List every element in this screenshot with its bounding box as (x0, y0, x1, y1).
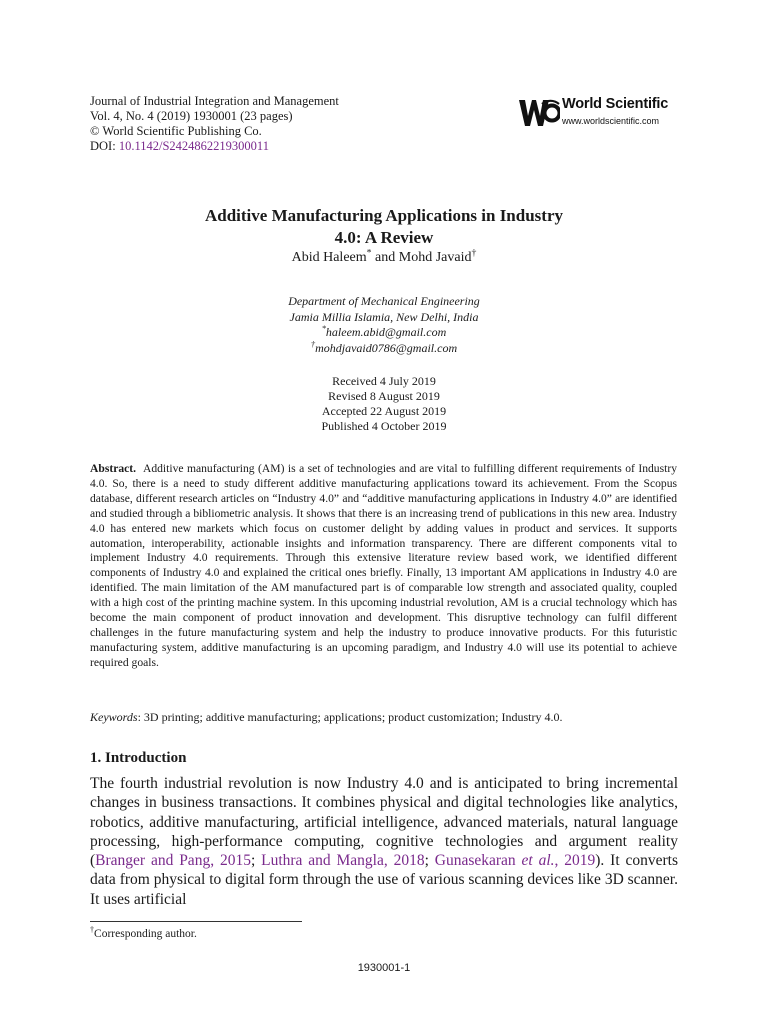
journal-name: Journal of Industrial Integration and Management (90, 94, 339, 108)
keywords-label: Keywords (90, 710, 138, 724)
footnote-divider (90, 921, 302, 922)
keywords-text: : 3D printing; additive manufacturing; applications; product customization; Industry 4.0. (137, 710, 563, 724)
citation-link[interactable]: Luthra and Mangla, 2018 (261, 852, 425, 870)
keywords (90, 710, 677, 725)
date-published: Published 4 October 2019 (321, 419, 447, 433)
publisher-url[interactable]: www.worldscientific.com (562, 116, 660, 126)
affiliation (100, 294, 668, 356)
author-email: *haleem.abid@gmail.com (321, 324, 447, 339)
publisher-name: World Scientific (562, 96, 669, 112)
introduction-paragraph: The fourth industrial revolution is now Industry 4.0 and is anticipated to bring incremental changes in business transactions. It combines physical and digital technologies like analytics, robotics, additive manufacturing, artificial intelligence, advanced materials, natural language processing, high-performance computing, cognitive technologies and argument reality (Branger and Pang, 2015; Luthra and Mangla, 2018; Gunasekaran et al., 2019). It converts data from physical to digital form through the use of various scanning devices like 3D scanner. It uses artificial (90, 775, 678, 908)
author-list: Abid Haleem* and Mohd Javaid† (291, 247, 477, 265)
author-name: Mohd Javaid (398, 250, 472, 265)
publisher-logo (518, 96, 688, 130)
date-received: Received 4 July 2019 (332, 374, 436, 388)
world-scientific-logo-icon (518, 96, 560, 130)
paper-title: Additive Manufacturing Applications in Industry 4.0: A Review (204, 206, 563, 247)
affiliation-institution: Jamia Millia Islamia, New Delhi, India (289, 309, 479, 324)
date-accepted: Accepted 22 August 2019 (321, 404, 447, 418)
author-name: Abid Haleem (291, 250, 367, 265)
footnote: †Corresponding author. (90, 925, 197, 940)
journal-doi: DOI: 10.1142/S2424862219300011 (90, 139, 269, 153)
journal-info (90, 94, 339, 154)
author-email: †mohdjavaid0786@gmail.com (310, 339, 458, 355)
citation-link[interactable]: Gunasekaran et al., 2019 (434, 852, 596, 870)
publication-dates (100, 374, 668, 434)
journal-volume: Vol. 4, No. 4 (2019) 1930001 (23 pages) (90, 109, 293, 123)
citation-link[interactable]: Branger and Pang, 2015 (95, 852, 251, 870)
section-heading: 1. Introduction (90, 750, 187, 766)
page-number: 1930001-1 (357, 962, 411, 974)
abstract-text: Additive manufacturing (AM) is a set of technologies and are vital to fulfilling different requirements of Industry 4.0. So, there is a need to study different additive manufacturing applications toward its achievement. From the Scopus database, different research articles on “Industry 4.0” and “additive manufacturing applications in Industry 4.0” are identified and studied through a bibliometric analysis. It shows that there is an increasing trend of publications in this new area. Industry 4.0 has entered new markets which focus on customer delight by adding values in product and services. It supports automation, interoperability, actionable insights and information transparency. There are different components vital to implement Industry 4.0 requirements. Through this extensive literature review based work, we identified different components of Industry 4.0 and explained the critical ones briefly. Finally, 13 important AM applications in Industry 4.0 are identified. The main limitation of the AM manufactured part is of comparable low strength and associated quality, coupled with a high cost of the printing machine system. In this upcoming industrial revolution, AM is a crucial technology which has become the main component of product innovation and development. This disruptive technology can fulfil different challenges in the future manufacturing system and help the industry to produce innovative products. For this futuristic manufacturing system, additive manufacturing is an upcoming paradigm, and Industry 4.0 will use its potential to achieve required goals. (90, 462, 677, 669)
doi-link[interactable]: 10.1142/S2424862219300011 (118, 139, 269, 153)
affiliation-department: Department of Mechanical Engineering (288, 294, 480, 308)
date-revised: Revised 8 August 2019 (328, 389, 440, 403)
journal-copyright: © World Scientific Publishing Co. (90, 124, 262, 138)
copyright-symbol: © (90, 124, 100, 138)
abstract-label: Abstract. (90, 462, 137, 475)
abstract (90, 462, 677, 671)
